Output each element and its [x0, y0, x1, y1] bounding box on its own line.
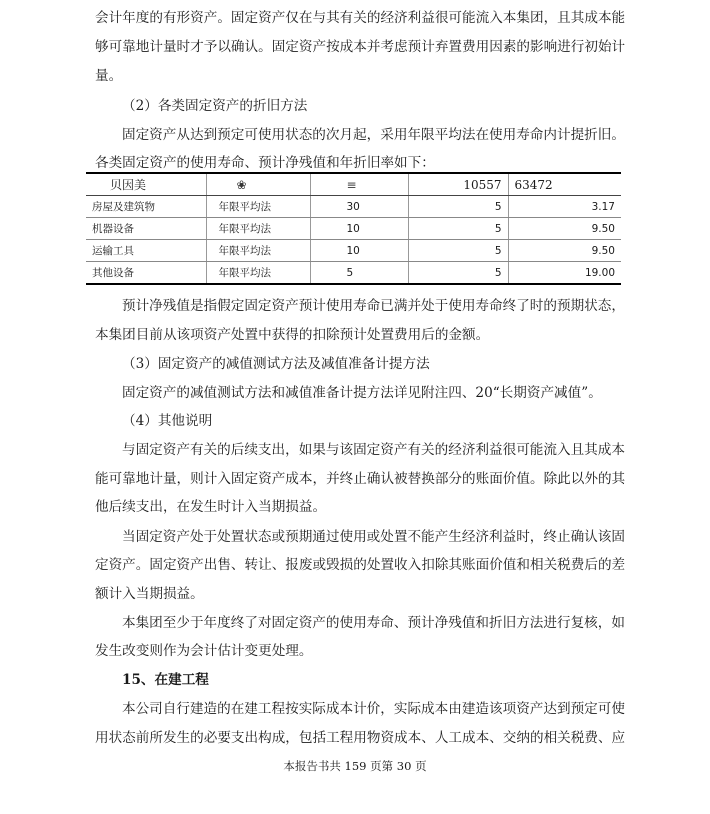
paragraph-line: 固定资产从达到预定可使用状态的次月起，采用年限平均法在使用寿命内计提折旧。	[122, 127, 625, 143]
paragraph-line: 够可靠地计量时才予以确认。固定资产按成本并考虑预计弃置费用因素的影响进行初始计	[95, 39, 626, 55]
handwritten-mark-icon: ❀	[236, 177, 247, 192]
paragraph-line: 会计年度的有形资产。固定资产仅在与其有关的经济利益很可能流入本集团，且其成本能	[95, 10, 626, 26]
paragraph-line: 当固定资产处于处置状态或预期通过使用或处置不能产生经济利益时，终止确认该固	[122, 529, 625, 545]
table-row	[86, 218, 621, 240]
table-row	[86, 262, 621, 285]
depreciation-table	[86, 172, 621, 285]
header-cell	[206, 173, 310, 196]
section-heading: （3）固定资产的减值测试方法及减值准备计提方法	[122, 356, 430, 372]
life-cell: 5	[310, 262, 408, 285]
residual-cell: 5	[408, 240, 508, 262]
life-cell: 10	[310, 240, 408, 262]
header-cell: 贝因美	[86, 173, 206, 196]
rate-cell: 19.00	[508, 262, 621, 285]
category-cell: 其他设备	[86, 262, 206, 285]
method-cell: 年限平均法	[206, 262, 310, 285]
residual-cell: 5	[408, 196, 508, 218]
method-cell: 年限平均法	[206, 218, 310, 240]
paragraph-line: 定资产。固定资产出售、转让、报废或毁损的处置收入扣除其账面价值和相关税费后的差	[95, 557, 626, 573]
section-heading: 15、在建工程	[122, 672, 209, 688]
handwritten-mark-icon: ≡	[346, 177, 357, 192]
header-cell: 63472	[508, 173, 621, 196]
residual-cell: 5	[408, 262, 508, 285]
life-cell: 10	[310, 218, 408, 240]
rate-cell: 9.50	[508, 218, 621, 240]
method-cell: 年限平均法	[206, 196, 310, 218]
paragraph-line: 固定资产的减值测试方法和减值准备计提方法详见附注四、20“长期资产减值”。	[122, 385, 602, 401]
paragraph-line: 各类固定资产的使用寿命、预计净残值和年折旧率如下：	[95, 155, 435, 171]
residual-cell: 5	[408, 218, 508, 240]
table-row	[86, 196, 621, 218]
paragraph-line: 能可靠地计量，则计入固定资产成本，并终止确认被替换部分的账面价值。除此以外的其	[95, 471, 626, 487]
paragraph-line: 预计净残值是指假定固定资产预计使用寿命已满并处于使用寿命终了时的预期状态，	[122, 298, 625, 314]
rate-cell: 3.17	[508, 196, 621, 218]
category-cell: 运输工具	[86, 240, 206, 262]
paragraph-line: 额计入当期损益。	[95, 586, 204, 602]
paragraph-line: 与固定资产有关的后续支出，如果与该固定资产有关的经济利益很可能流入且其成本	[122, 442, 625, 458]
rate-cell: 9.50	[508, 240, 621, 262]
life-cell: 30	[310, 196, 408, 218]
category-cell: 机器设备	[86, 218, 206, 240]
paragraph-line: 用状态前所发生的必要支出构成，包括工程用物资成本、人工成本、交纳的相关税费、应	[95, 730, 626, 746]
method-cell: 年限平均法	[206, 240, 310, 262]
paragraph-line: 发生改变则作为会计估计变更处理。	[95, 643, 313, 659]
category-cell: 房屋及建筑物	[86, 196, 206, 218]
paragraph-line: 本集团至少于年度终了对固定资产的使用寿命、预计净残值和折旧方法进行复核，如	[122, 615, 625, 631]
table-row	[86, 240, 621, 262]
header-cell	[310, 173, 408, 196]
section-heading: （4）其他说明	[122, 413, 213, 429]
paragraph-line: 本公司自行建造的在建工程按实际成本计价，实际成本由建造该项资产达到预定可使	[122, 701, 625, 717]
page-footer: 本报告书共 159 页第 30 页	[283, 759, 427, 773]
paragraph-line: 量。	[95, 68, 123, 84]
section-heading: （2）各类固定资产的折旧方法	[122, 98, 308, 114]
paragraph-line: 本集团目前从该项资产处置中获得的扣除预计处置费用后的金额。	[95, 327, 490, 343]
table-header-row	[86, 173, 621, 196]
header-cell: 10557	[408, 173, 508, 196]
paragraph-line: 他后续支出，在发生时计入当期损益。	[95, 499, 327, 515]
